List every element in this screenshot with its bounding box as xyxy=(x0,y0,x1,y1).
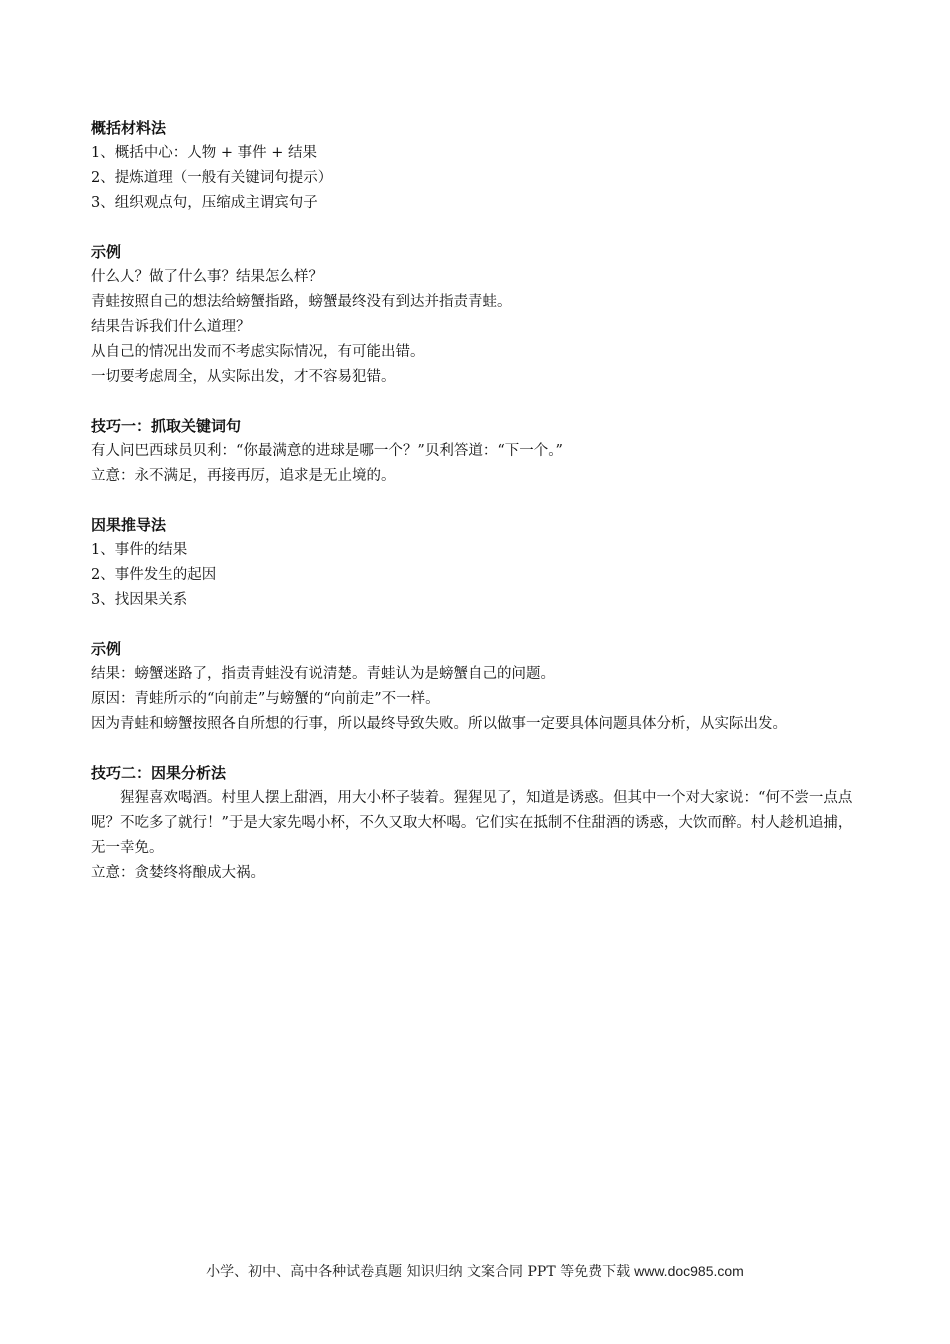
text-line: 从自己的情况出发而不考虑实际情况，有可能出错。 xyxy=(91,344,425,360)
section-heading: 概括材料法 xyxy=(91,119,167,137)
section-technique-1 xyxy=(91,414,861,489)
section-heading: 示例 xyxy=(91,640,122,658)
list-item: 1、事件的结果 xyxy=(91,542,188,558)
list-item: 2、事件发生的起因 xyxy=(91,567,217,583)
story-paragraph: 猩猩喜欢喝酒。村里人摆上甜酒，用大小杯子装着。猩猩见了，知道是诱惑。但其中一个对大家说：“何不尝一点点呢？不吃多了就行！”于是大家先喝小杯，不久又取大杯喝。它们实在抵制不住甜酒的诱惑，大饮而醉。村人趁机追捕，无一幸免。 xyxy=(91,790,853,856)
section-heading: 技巧二：因果分析法 xyxy=(91,764,227,782)
text-line: 结果告诉我们什么道理？ xyxy=(91,319,251,335)
text-line: 一切要考虑周全，从实际出发，才不容易犯错。 xyxy=(91,369,396,385)
section-example-1 xyxy=(91,240,861,390)
text-line: 原因：青蛙所示的“向前走”与螃蟹的“向前走”不一样。 xyxy=(91,691,440,707)
page-footer xyxy=(0,1260,950,1283)
text-line: 立意：永不满足，再接再厉，追求是无止境的。 xyxy=(91,468,396,484)
conclusion-line: 立意：贪婪终将酿成大祸。 xyxy=(91,865,265,881)
section-cause-effect xyxy=(91,513,861,613)
list-item: 3、组织观点句，压缩成主谓宾句子 xyxy=(91,195,318,211)
paragraph: 因为青蛙和螃蟹按照各自所想的行事，所以最终导致失败。所以做事一定要具体问题具体分析，从实际出发。 xyxy=(91,716,787,732)
section-example-2 xyxy=(91,637,861,737)
section-heading: 示例 xyxy=(91,243,122,261)
list-item: 3、找因果关系 xyxy=(91,592,188,608)
section-technique-2 xyxy=(91,761,861,886)
text-line: 结果：螃蟹迷路了，指责青蛙没有说清楚。青蛙认为是螃蟹自己的问题。 xyxy=(91,666,555,682)
text-line: 青蛙按照自己的想法给螃蟹指路，螃蟹最终没有到达并指责青蛙。 xyxy=(91,294,512,310)
footer-text: 小学、初中、高中各种试卷真题 知识归纳 文案合同 PPT 等免费下载 xyxy=(206,1264,631,1280)
section-heading: 技巧一：抓取关键词句 xyxy=(91,417,242,435)
list-item: 2、提炼道理（一般有关键词句提示） xyxy=(91,170,333,186)
text-line: 什么人？做了什么事？结果怎么样？ xyxy=(91,269,323,285)
document-page xyxy=(91,116,861,910)
list-item: 1、概括中心：人物 + 事件 + 结果 xyxy=(91,145,317,161)
text-line: 有人问巴西球员贝利：“你最满意的进球是哪一个？”贝利答道：“下一个。” xyxy=(91,443,563,459)
footer-url[interactable]: www.doc985.com xyxy=(634,1263,744,1279)
section-summarize-material xyxy=(91,116,861,216)
section-heading: 因果推导法 xyxy=(91,516,167,534)
